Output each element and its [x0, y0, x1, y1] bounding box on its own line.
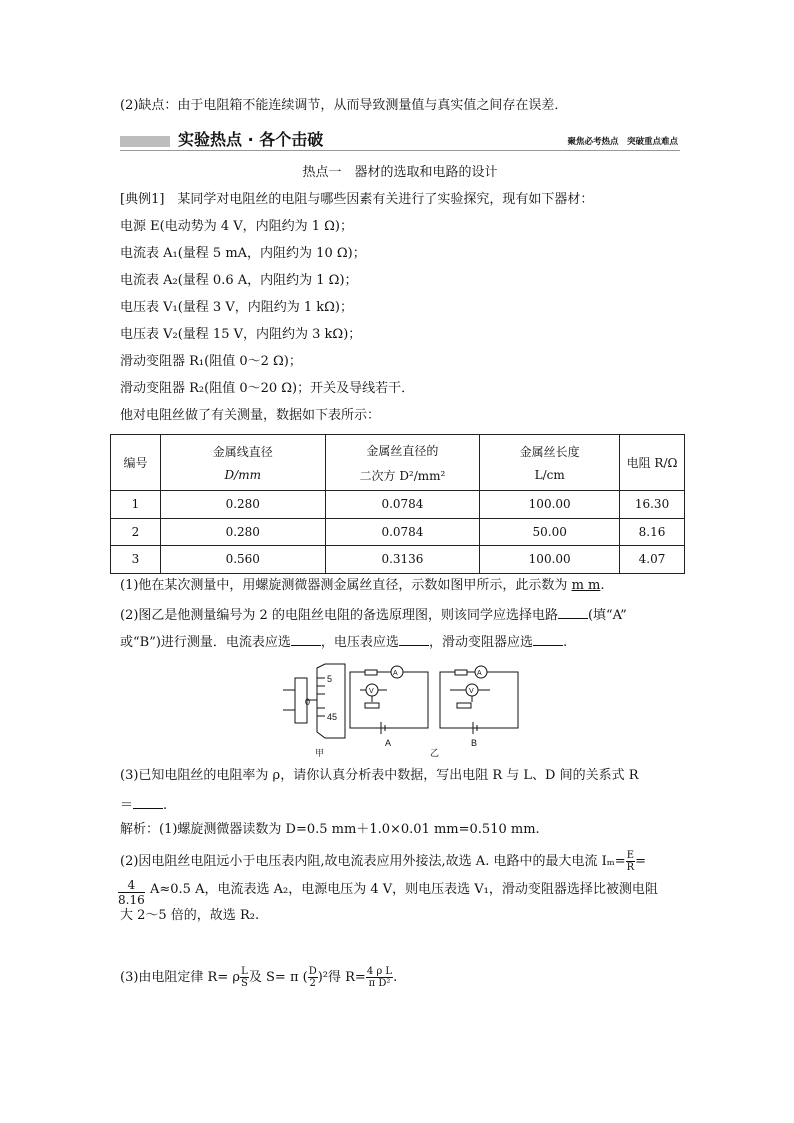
- table-cell: 0.3136: [325, 546, 480, 574]
- question-3b: ＝ .: [120, 794, 167, 816]
- question-2b: 或“B”)进行测量．电流表应选 ，电压表应选 ，滑动变阻器应选 .: [120, 631, 567, 653]
- table-row: [111, 546, 685, 574]
- table-cell: 0.560: [160, 546, 325, 574]
- question-3a: (3)已知电阻丝的电阻率为 ρ，请你认真分析表中数据，写出电阻 R 与 L、D 间的关系式 R: [120, 768, 639, 783]
- scale-label: 5: [327, 674, 333, 684]
- question-2a: (2)图乙是他测量编号为 2 的电阻丝电阻的备选原理图，则该同学应选择电路 (填“A”: [120, 604, 627, 626]
- header-cell: 金属丝直径的 二次方 D²/mm²: [325, 435, 480, 491]
- table-cell: 1: [111, 491, 161, 519]
- table-cell: 0.0784: [325, 491, 480, 519]
- answer-blank[interactable]: [291, 631, 321, 646]
- table-cell: 8.16: [620, 518, 685, 546]
- section-banner: [120, 130, 680, 152]
- circuit-label-b: B: [471, 738, 478, 748]
- answer-blank[interactable]: [399, 631, 429, 646]
- circuit-figure: [275, 660, 525, 760]
- table-cell: 0.0784: [325, 518, 480, 546]
- table-cell: 0.280: [160, 491, 325, 519]
- equipment-item: 电流表 A₂(量程 0.6 A，内阻约为 1 Ω)；: [120, 273, 358, 288]
- voltmeter-label: V: [369, 688, 374, 695]
- ammeter-label: A: [477, 670, 482, 677]
- fraction-4-over-816: 4 8.16: [118, 878, 145, 907]
- equipment-item: 电压表 V₂(量程 15 V，内阻约为 3 kΩ)；: [120, 327, 362, 342]
- banner-tag: 聚焦必考热点 突破重点难点: [567, 137, 678, 147]
- answer-blank[interactable]: [133, 794, 163, 809]
- table-cell: 0.280: [160, 518, 325, 546]
- banner-title: 实验热点 · 各个击破: [178, 130, 324, 149]
- equipment-item: 电压表 V₁(量程 3 V，内阻约为 1 kΩ)；: [120, 300, 353, 315]
- table-cell: 100.00: [480, 491, 620, 519]
- table-row: [111, 491, 685, 519]
- table-header-row: [111, 435, 685, 491]
- header-cell: 电阻 R/Ω: [620, 435, 685, 491]
- text-line: (2)缺点：由于电阻箱不能连续调节，从而导致测量值与真实值之间存在误差．: [120, 98, 568, 113]
- example-intro: [典例1] 某同学对电阻丝的电阻与哪些因素有关进行了实验探究，现有如下器材：: [120, 192, 594, 207]
- solution-3: A≈0.5 A，电流表选 A₂，电源电压为 4 V，则电压表选 V₁，滑动变阻器选择比被测电阻: [150, 882, 658, 897]
- table-cell: 4.07: [620, 546, 685, 574]
- data-table: [110, 434, 685, 574]
- equipment-item: 电流表 A₁(量程 5 mA，内阻约为 10 Ω)；: [120, 246, 366, 261]
- solution-2: (2)因电阻丝电阻远小于电压表内阻,故电流表应用外接法,故选 A. 电路中的最大电流 Iₘ= $\frac{E}{R}$ =: [120, 850, 647, 873]
- table-intro: 他对电阻丝做了有关测量，数据如下表所示：: [120, 408, 381, 423]
- scale-label: 45: [327, 712, 338, 722]
- figure-label-yi: 乙: [430, 748, 440, 758]
- header-cell: 编号: [111, 435, 161, 491]
- section-heading: 热点一 器材的选取和电路的设计: [302, 165, 498, 180]
- header-cell: 金属线直径 D/mm: [160, 435, 325, 491]
- solution-1: 解析：(1)螺旋测微器读数为 D=0.5 mm＋1.0×0.01 mm=0.510 mm.: [120, 822, 540, 837]
- solution-5: (3)由电阻定律 R= ρ $\frac{L}{S}$ 及 S= π ( $\frac{D}{2}$ )²得 R= $\frac{\text{4 ρ L}}{\text{π D²}}$ .: [120, 966, 398, 989]
- answer-blank[interactable]: [558, 604, 588, 619]
- voltmeter-label: V: [469, 688, 474, 695]
- ammeter-label: A: [393, 670, 398, 677]
- figure-label-jia: 甲: [315, 748, 325, 758]
- scale-label: 0: [305, 697, 311, 707]
- equipment-item: 电源 E(电动势为 4 V，内阻约为 1 Ω)；: [120, 219, 354, 234]
- header-cell: 金属丝长度 L/cm: [480, 435, 620, 491]
- equipment-item: 滑动变阻器 R₂(阻值 0～20 Ω)；开关及导线若干．: [120, 381, 415, 396]
- circuit-label-a: A: [385, 738, 392, 748]
- answer-blank[interactable]: [533, 631, 563, 646]
- question-1: (1)他在某次测量中，用螺旋测微器测金属丝直径，示数如图甲所示，此示数为 m m.: [120, 578, 605, 593]
- table-cell: 3: [111, 546, 161, 574]
- table-cell: 100.00: [480, 546, 620, 574]
- table-row: [111, 518, 685, 546]
- table-cell: 2: [111, 518, 161, 546]
- banner-bar: [120, 136, 170, 147]
- equipment-item: 滑动变阻器 R₁(阻值 0～2 Ω)；: [120, 354, 302, 369]
- banner-rule: [120, 150, 680, 151]
- table-cell: 16.30: [620, 491, 685, 519]
- solution-4: 大 2～5 倍的，故选 R₂.: [120, 908, 260, 923]
- table-cell: 50.00: [480, 518, 620, 546]
